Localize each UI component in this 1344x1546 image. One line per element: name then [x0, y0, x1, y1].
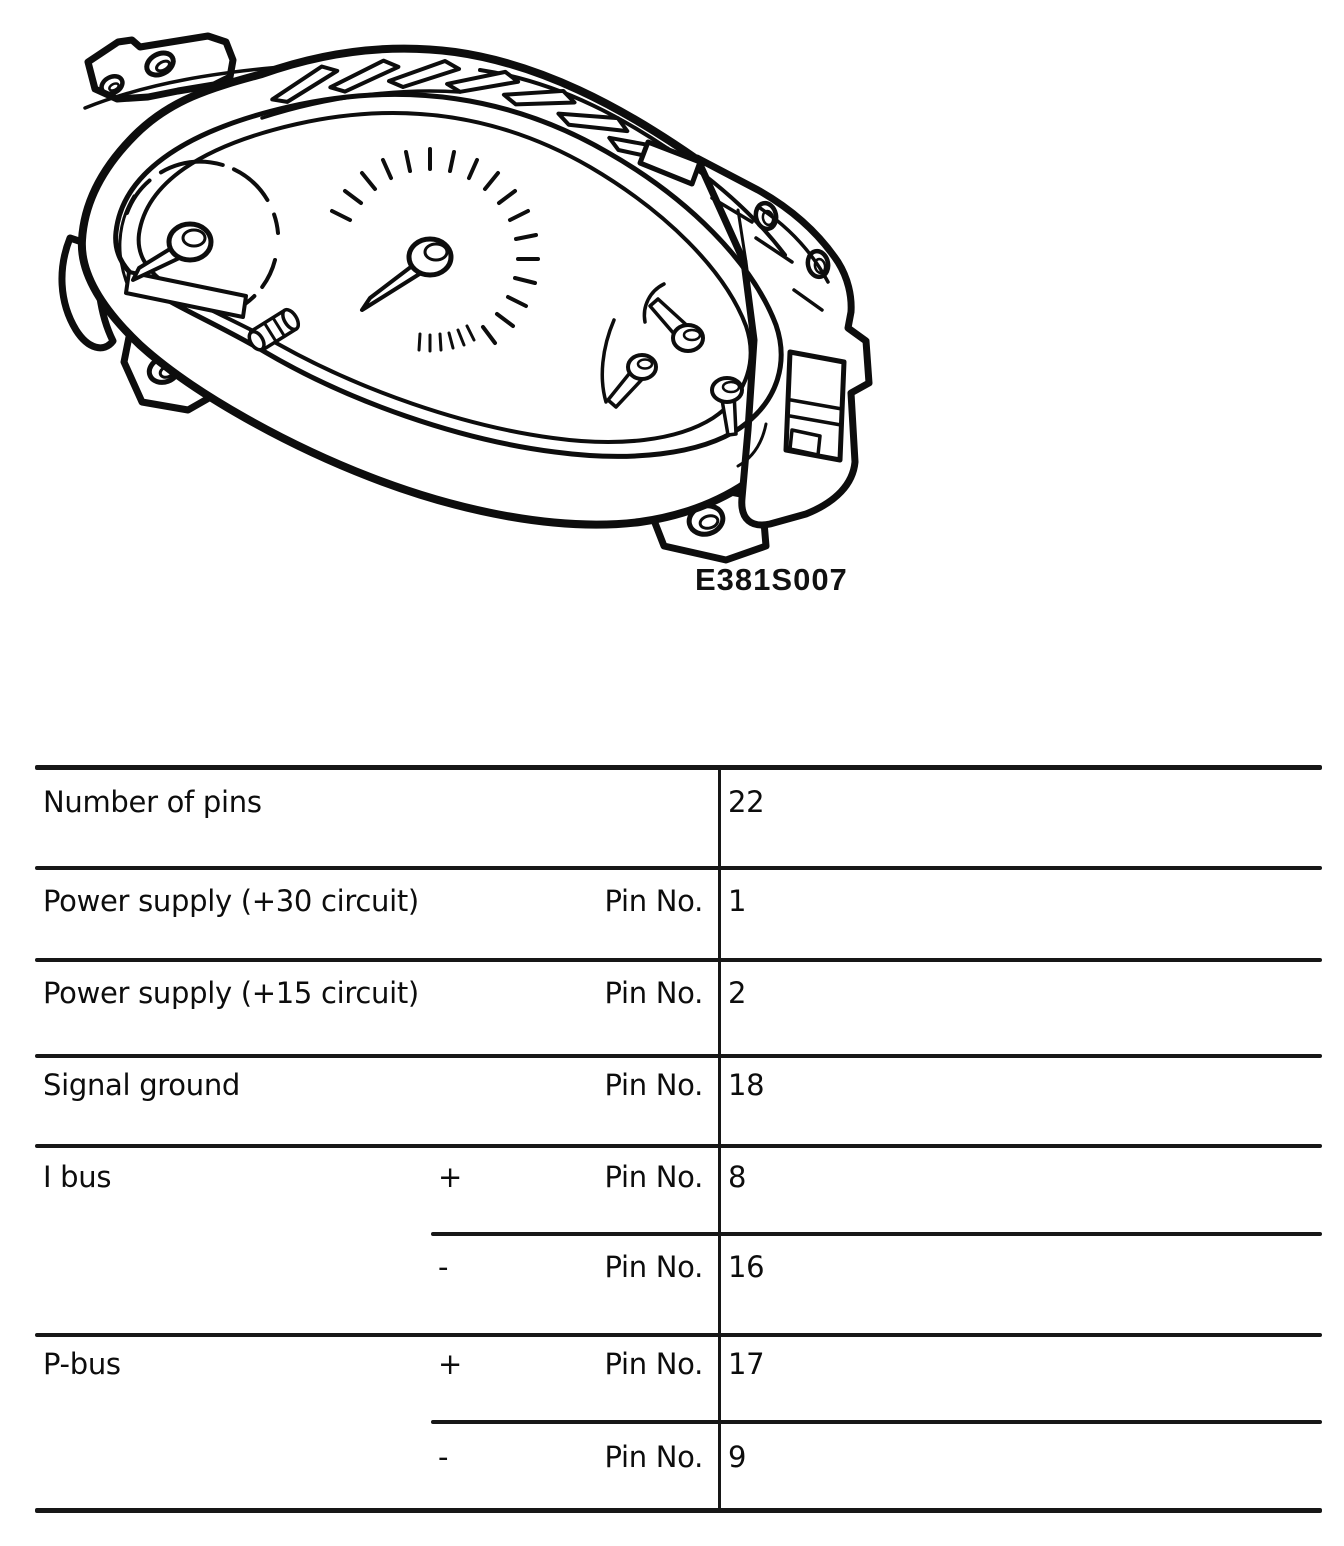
- instrument-cluster-illustration: [0, 0, 900, 620]
- row-divider: [35, 866, 1322, 870]
- row-value: 16: [728, 1250, 765, 1284]
- pin-assignment-table: [35, 765, 1322, 1513]
- pin-no-label: Pin No.: [604, 1250, 703, 1284]
- row-value: 18: [728, 1068, 765, 1102]
- row-label: P-bus: [43, 1347, 121, 1381]
- pin-no-label: Pin No.: [604, 1068, 703, 1102]
- subrow-divider: [431, 1232, 1322, 1236]
- row-value: 17: [728, 1347, 765, 1381]
- pin-no-label: Pin No.: [604, 884, 703, 918]
- polarity-sign: -: [438, 1440, 449, 1474]
- row-label: Number of pins: [43, 785, 262, 819]
- row-value: 8: [728, 1160, 747, 1194]
- polarity-sign: +: [438, 1347, 462, 1381]
- row-divider: [35, 958, 1322, 962]
- row-label: Power supply (+15 circuit): [43, 976, 419, 1010]
- row-value: 9: [728, 1440, 747, 1474]
- polarity-sign: -: [438, 1250, 449, 1284]
- pin-no-label: Pin No.: [604, 1160, 703, 1194]
- table-border-top: [35, 765, 1322, 770]
- pin-no-label: Pin No.: [604, 1440, 703, 1474]
- pin-no-label: Pin No.: [604, 976, 703, 1010]
- pin-no-label: Pin No.: [604, 1347, 703, 1381]
- row-label: Signal ground: [43, 1068, 241, 1102]
- row-value: 22: [728, 785, 765, 819]
- polarity-sign: +: [438, 1160, 462, 1194]
- row-divider: [35, 1054, 1322, 1058]
- instrument-cluster-figure: [0, 0, 900, 620]
- row-label: I bus: [43, 1160, 112, 1194]
- row-value: 1: [728, 884, 747, 918]
- row-label: Power supply (+30 circuit): [43, 884, 419, 918]
- row-value: 2: [728, 976, 747, 1010]
- table-border-bottom: [35, 1508, 1322, 1513]
- column-divider: [718, 765, 721, 1513]
- figure-code-label: E381S007: [695, 562, 848, 597]
- row-divider: [35, 1333, 1322, 1337]
- row-divider: [35, 1144, 1322, 1148]
- subrow-divider: [431, 1420, 1322, 1424]
